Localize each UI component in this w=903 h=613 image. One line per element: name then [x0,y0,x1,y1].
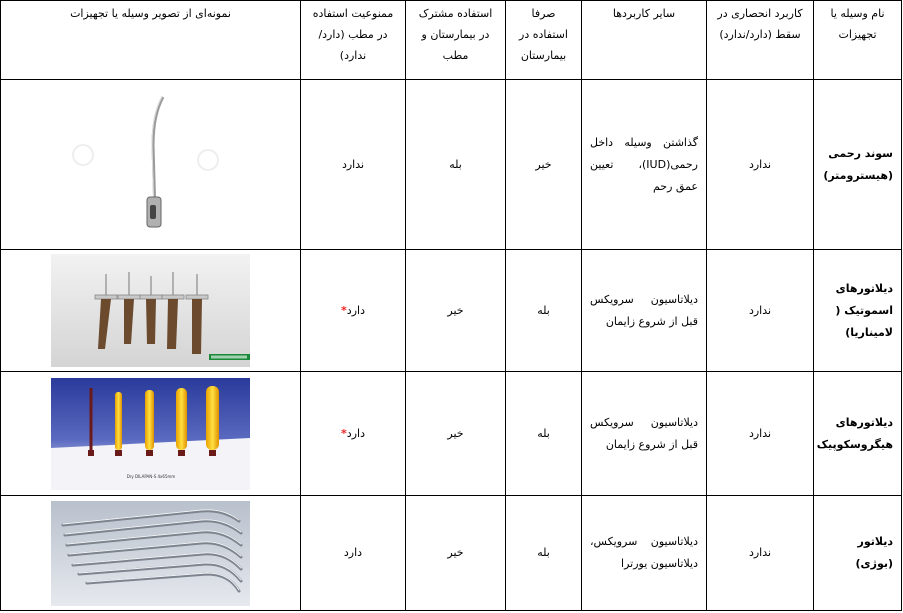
image-cell [1,80,301,250]
office-ban-value: دارد [343,546,363,559]
header-abortion-exclusive: کاربرد انحصاری در سقط (دارد/ندارد) [707,1,814,80]
office-ban-cell [301,80,406,250]
office-ban-cell [301,250,406,372]
header-image: نمونه‌ای از تصویر وسیله یا تجهیزات [1,1,301,80]
footnote-star: * [341,426,347,440]
shared-use-cell: خیر [406,496,506,611]
equipment-name: دیلاتورهای هیگروسکوپیک [814,372,902,496]
hospital-only-cell: بله [506,250,582,372]
image-cell [1,250,301,372]
shared-use-cell: بله [406,80,506,250]
header-name: نام وسیله یا تجهیزات [814,1,902,80]
uterine-sound-image [53,85,248,245]
office-ban-cell [301,372,406,496]
office-ban-value: دارد [346,426,365,440]
table-row [1,496,902,611]
image-caption: Dry DILAPAN-S 4x65mm [126,473,176,479]
other-uses-cell: دیلاتاسیون سرویکس قبل از شروع زایمان [582,372,707,496]
hygroscopic-dilator-image [51,378,250,490]
other-uses-cell: دیلاتاسیون سرویکس، دیلاتاسیون یورترا [582,496,707,611]
image-cell [1,372,301,496]
abortion-exclusive-cell: ندارد [707,80,814,250]
equipment-name: دیلاتور (بوژی) [814,496,902,611]
abortion-exclusive-cell: ندارد [707,250,814,372]
hospital-only-cell: خیر [506,80,582,250]
office-ban-value: ندارد [341,157,365,171]
table-row [1,250,902,372]
header-shared-use: استفاده مشترک در بیمارستان و مطب [406,1,506,80]
other-uses-cell: گذاشتن وسیله داخل رحمی(IUD)، تعیین عمق رحم [582,80,707,250]
abortion-exclusive-cell: ندارد [707,372,814,496]
shared-use-cell: خیر [406,250,506,372]
office-ban-cell [301,496,406,611]
bougie-dilator-image [51,501,250,606]
table-row [1,80,902,250]
abortion-exclusive-cell: ندارد [707,496,814,611]
footnote-star: * [341,303,347,317]
hospital-only-cell: بله [506,372,582,496]
other-uses-cell: دیلاتاسیون سرویکس قبل از شروع زایمان [582,250,707,372]
hospital-only-cell: بله [506,496,582,611]
shared-use-cell: خیر [406,372,506,496]
equipment-name: دیلاتورهای اسموتیک ( لامیناریا) [814,250,902,372]
header-hospital-only: صرفا استفاده در بیمارستان [506,1,582,80]
header-row [1,1,902,80]
laminaria-image [51,254,250,367]
table-row [1,372,902,496]
image-cell [1,496,301,611]
equipment-name: سوند رحمی (هیسترومتر) [814,80,902,250]
office-ban-value: دارد [346,303,365,317]
header-office-ban: ممنوعیت استفاده در مطب (دارد/ندارد) [301,1,406,80]
header-other-uses: سایر کاربردها [582,1,707,80]
